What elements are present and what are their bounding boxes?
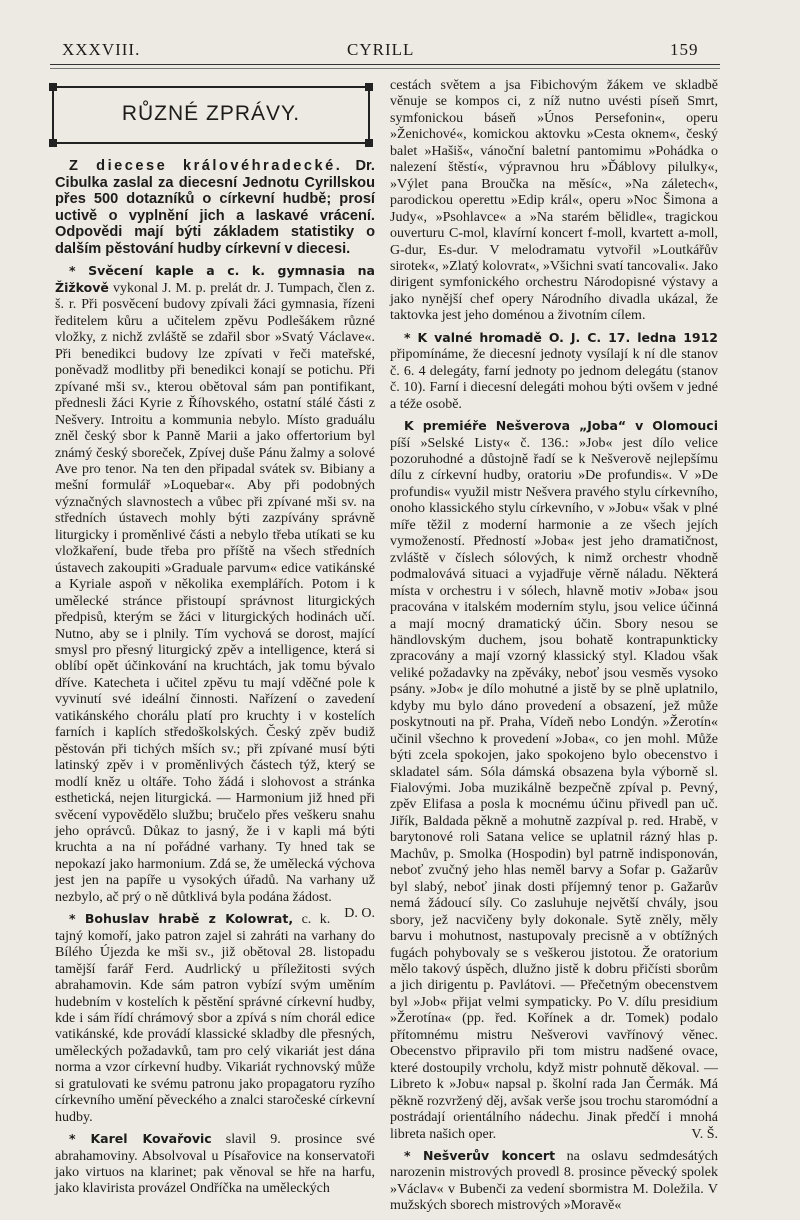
news-text: připomínáme, že diecesní jednoty vysílají k ní dle stanov č. 6. 4 delegáty, farní jednoty po jednom delegátu (stanov č. 10). Farní i diecesní delegáti mohou býti ovšem v jedné a téže osobě. <box>390 347 718 412</box>
news-kovarovic-continued <box>390 78 718 325</box>
news-lead: * Karel Kovařovic <box>69 1131 212 1147</box>
news-text: cestách světem a jsa Fibichovým žákem ve skladbě věnuje se kompos ci, z níž nutno uvésti píseň Smrt, symfonickou báseň »Únos Persefonin«, operu »Ženichové«, komickou aktovku »Cesta oknem«, český balet »Hašiš«, vánoční baletní pantomimu »Pohádka o nalezení štěstí«, výpravnou hru »Ďáblovy pilulky«, »Výlet pana Broučka na měsíc«, »Na záletech«, parodickou operettu »Edip král«, operu »Noc Šimona a Judy«, »Psohlavce« a »Na starém bělidle«, tragickou ouverturu C-mol, klavírní koncert f-moll, kvartett a-moll, G-dur, Es-dur. V melodramatu vytvořil »Loutkářův sirotek«, »Zlatý kolovrat«, »Všichni svatí tancovali«. Jako dirigent symfonického orchestru Národopisné výstavy a jako nynější chef opery Národního divadla ukázal, že taktovka jest jeho doménou a životním cílem. <box>390 78 718 324</box>
journal-name: CYRILL <box>347 40 415 59</box>
corner-ornament <box>49 139 57 147</box>
author-signature: V. Š. <box>691 1126 718 1142</box>
news-lead: * Bohuslav hrabě z Kolowrat, <box>69 911 294 927</box>
volume-number: XXXVIII. <box>62 40 141 59</box>
news-text: c. k. tajný komoří, jako patron zajel si zahráti na varhany do Bílého Újezda ke mši sv., již obětoval 28. listopadu tamější farář Ferd. Audrlický u příležitosti svých abrahamovin. Kde sám patron vybízí svým uměním hudebním v kostelích k pěstění správné církevní hudby, kde i sám řídí chrámový sbor a zpívá s ním chorál edice vatikánské, kde provádí klassické skladby dle přesných, uměleckých požadavků, tam pro celý vikariát jest dána norma a vzor církevní hudby. Vikariát rychnovský může si gratulovati ke svému patronu jako propagatoru ryzího církevního umění pěveckého a znalci staročeské církevní hudby. <box>55 912 375 1125</box>
news-kolowrat <box>55 911 375 1126</box>
news-lead: * K valné hromadě O. J. C. 17. ledna 1912 <box>404 329 718 345</box>
news-valna-hromada <box>390 330 718 413</box>
news-text: na oslavu sedmdesátých narozenin mistrových provedl 8. prosince pěvecký spolek »Václav« v Bubenči za vedení sbormistra M. Doležila. V mužských sborech mistrových »Moravě« <box>390 1149 719 1214</box>
section-title-box <box>52 86 370 144</box>
header-rule-thin <box>50 68 720 69</box>
news-job-premiere <box>390 418 718 1143</box>
news-lead: Z diecese královéhradecké. <box>69 158 343 174</box>
news-text: Dr. Cibulka zaslal za diecesní Jednotu Cyrillskou přes 500 dotazníků o církevní hudbě; prosí uctivě o vyplnění jich a laskavé vrácení. Odpovědi mají býti základem statistiky o dalším pěstování hudby církevní v diecesi. <box>55 158 375 257</box>
news-text: slavil 9. prosince své abrahamoviny. Absolvoval u Písařovice na konservatoři jako virtuos na klarinet; pak věnoval se hře na harfu, jako klavirista provázel Ondříčka na uměleckých <box>55 1132 376 1197</box>
header-rule <box>50 64 720 65</box>
corner-ornament <box>365 83 373 91</box>
corner-ornament <box>365 139 373 147</box>
news-lead: K premiéře Nešverova „Joba“ v Olomouci <box>404 418 718 434</box>
section-title: RŮZNÉ ZPRÁVY. <box>121 102 301 125</box>
page-number: 159 <box>670 40 699 59</box>
news-lead: * Nešverův koncert <box>404 1148 556 1163</box>
news-text: píší »Selské Listy« č. 136.: »Job« jest dílo velice pozoruhodné a důstojně řadí se k Nešverově nejlepšímu dílu z církevní hudby, oratoriu »De profundis«. V »De profundis« využil mistr Nešvera pravého stylu církevního, onoho klassického stylu církevního, v »Jobu« však v plné míře těžil z moderní harmonie a ze všech jejích vymožeností. Předností »Joba« jest jeho dramatičnost, zvláště v číslech sólových, k nimž orchestr vhodně podmalovává situaci a vyjadřuje věrně náladu. Některá místa v orchestru i v sólech, hlavně motiv »Joba« jsou pracována v italském moderním stylu, jsou velice účinná a mají mocný dramatický účin. Sbory nesou se händlovským duchem, jsou bohatě kontrapunkticky zpracovány a mají vzorný klassický styl. Kladou však veliké požadavky na zpěváky, neboť jsou vesměs vysoko psány. »Job« je dílo mohutné a jistě by se plně uplatnilo, kdyby mu bylo dáno provedení a obsazení, jež může poskytnouti na př. Praha, Vídeň nebo Londýn. »Žerotín« učinil všechno k provedení »Joba«, co jen mohl. Může býti zcela spokojen, jako spokojeno bylo obecenstvo i skladatel sám. Sóla dámská obsazena byla výborně sl. Fialovými. Joba muzikálně bezpečně zpíval p. Pevný, zpěv Elifasa a posla k mocnému účinu přivedl pan uč. Jiřík, Baldada pěkně a mohutně zazpíval p. red. Hrabě, v barytonové roli Satana velice se uplatnil rázný hlas p. Machův, p. Smolka (Hospodin) byl patrně indisponován, neboť zvučný jeho hlas neměl barvy a Sofar p. Gažarův byl slabý, neboť jinak dosti příjemný tenor p. Gažarův nemá žádoucí síly. Co zasluhuje největší chvály, jsou sbory, jež nacvičeny byly dokonale. Sytě zněly, měly barvu i mohutnost, nastupovaly precisně a v obtížných fugách pohybovaly se s veškerou jistotou. Že oratorium mělo takový úspěch, dlužno jistě k dobru přičísti sborům a jich dirigentu p. Pavlátovi. — Přečetným obecenstvem byl »Job« přijat velmi sympaticky. Po V. dílu presidium »Žerotína« (pp. řed. Kořínek a dr. Tomek) podalo přítomnému mistru Nešverovi vavřínový věnec. Obecenstvo připravilo při tom mistru nadšené ovace, které dostoupily vrcholu, když mistr pohnutě děkoval. — Libreto k »Jobu« napsal p. školní rada Jan Čermák. Má pěkně rozvržený děj, avšak verše jsou trochu staromódní a postrádají orientálního nádechu. Jinak předčí i mnohá libreta našich oper. <box>390 435 718 1142</box>
author-signature: D. O. <box>344 906 375 922</box>
news-nesvera-concert <box>390 1148 718 1215</box>
left-column <box>55 158 375 1203</box>
news-text: vykonal J. M. p. prelát dr. J. Tumpach, člen z. š. r. Při posvěcení budovy zpívali žáci gymnasia, řízeni ředitelem kůru a učitelem zpěvu Podlešákem různé vložky, z nichž zvláště se zdařil sbor »Svatý Václave«. Při benedikci budovy lze zpívati v řeči mateřské, poněvadž modlitby při benedikci konají se potichu. Při zpívané mši sv., kterou obětoval sám pan pontifikant, přednesli žáci Kyrie z Říhovského, ostatní stálé části z Nešvery. Introitu a kommunia nebylo. Místo graduálu zněl český sbor k Panně Marii a jako offertorium byl známý český sboreček, Zpívej duše Pánu žalmy a solové Ave pro tenor. Na ten den připadal svátek sv. Bibiany a mešní formulář »Loquebar«. Aby při podobných význačných slavnostech a vůbec při zpívané mši sv. na středních ústavech mohly býti zazpívány správně liturgicky i proměnlivé části a nebylo třeba utíkati se ku vložkaření, bude třeba pro příště na všech středních ústavech zakoupiti »Graduale parvum« edice vatikánské a Kyriale aspoň v několika exemplářích. Potom i k umělecké stránce přistoupí správnost liturgických předpisů, kterým se žáci v liturgických hodinách učí. Nutno, aby se i plnily. Tím vychová se dorost, mající smysl pro přesný liturgický zpěv a intelligence, která si oblíbí opět účinkování na kruchtách, jak tomu bývalo dříve. Katecheta i učitel zpěvu tu mají vděčné pole k vyvinutí své ideální činnosti. Nařízení o zavedení vatikánského chorálu platí pro kruchty i v kostelích farních i kaplích středoškolských. Český zpěv budiž pěstován při tichých mších sv.; při zpívané musí býti latinský zpěv i v proměnlivých částech týž, který se modlí kněz u oltáře. Toho žádá i slohovost a stránka esthetická, nejen liturgická. — Harmonium již hned při svěcení vypovědělo službu; bručelo přes veškeru snahu jeho oprávců. Důkaz to jasný, že i v kapli má býti kruchta a na ní pořádné varhany. Ty hned tak se nepokazí jako harmonium. Zdá se, že umělecká výchova jest jen na papíře u vysokých úřadů. Na varhany už nezbylo, ač prý o ně důtklivá byla podána žádost. <box>55 281 375 905</box>
news-diecese <box>55 158 375 258</box>
news-lead: * Svěcení kaple a c. k. gymnasia na Žižkově <box>55 262 375 296</box>
corner-ornament <box>49 83 57 91</box>
right-column <box>390 78 718 1220</box>
